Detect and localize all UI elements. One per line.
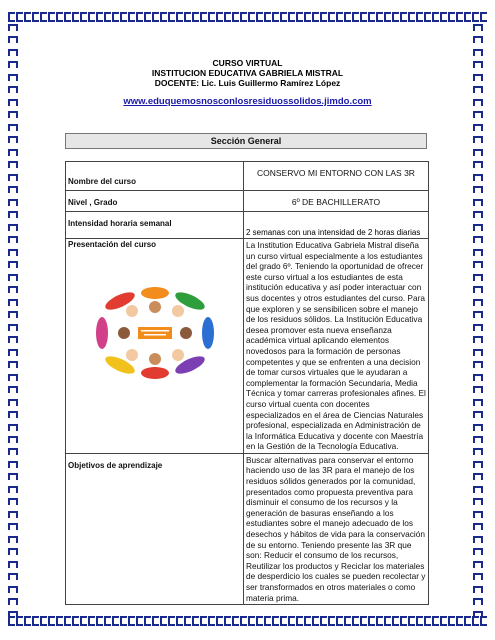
border-bracket	[312, 616, 319, 626]
border-bracket	[473, 136, 483, 143]
border-bracket	[8, 561, 18, 568]
border-bracket	[344, 12, 351, 22]
border-bracket	[200, 616, 207, 626]
border-bracket	[8, 511, 18, 518]
border-bracket	[8, 274, 18, 281]
presentation-label: Presentación del curso	[68, 240, 157, 249]
border-bracket	[96, 616, 103, 626]
page-border-top	[8, 12, 487, 26]
border-bracket	[344, 616, 351, 626]
border-bracket	[448, 12, 455, 22]
border-bracket	[8, 611, 18, 618]
border-bracket	[88, 616, 95, 626]
center-sign	[138, 327, 172, 339]
border-bracket	[8, 349, 18, 356]
border-bracket	[473, 286, 483, 293]
border-bracket	[473, 386, 483, 393]
border-bracket	[200, 12, 207, 22]
border-bracket	[473, 161, 483, 168]
border-bracket	[392, 616, 399, 626]
border-bracket	[352, 12, 359, 22]
border-bracket	[8, 286, 18, 293]
border-bracket	[24, 616, 31, 626]
border-bracket	[264, 12, 271, 22]
border-bracket	[473, 598, 483, 605]
border-bracket	[456, 12, 463, 22]
border-bracket	[8, 336, 18, 343]
border-bracket	[473, 236, 483, 243]
border-bracket	[473, 611, 483, 618]
border-bracket	[472, 12, 479, 22]
border-bracket	[8, 249, 18, 256]
border-bracket	[296, 616, 303, 626]
border-bracket	[256, 616, 263, 626]
table-row	[66, 162, 429, 191]
border-bracket	[192, 12, 199, 22]
border-bracket	[144, 12, 151, 22]
border-bracket	[208, 616, 215, 626]
border-bracket	[80, 616, 87, 626]
course-name-value: CONSERVO MI ENTORNO CON LAS 3R	[257, 168, 415, 178]
border-bracket	[8, 374, 18, 381]
objectives-label: Objetivos de aprendizaje	[68, 460, 163, 470]
level-label: Nivel , Grado	[68, 198, 118, 207]
header-line-institution: INSTITUCION EDUCATIVA GABRIELA MISTRAL	[151, 68, 344, 78]
border-bracket	[8, 324, 18, 331]
border-bracket	[473, 411, 483, 418]
border-bracket	[473, 399, 483, 406]
border-bracket	[8, 261, 18, 268]
border-bracket	[473, 573, 483, 580]
border-bracket	[40, 12, 47, 22]
border-bracket	[216, 616, 223, 626]
objectives-text-cell	[244, 453, 429, 604]
table-row	[66, 453, 429, 604]
border-bracket	[440, 616, 447, 626]
border-bracket	[424, 12, 431, 22]
border-bracket	[96, 12, 103, 22]
border-bracket	[224, 616, 231, 626]
border-bracket	[8, 24, 18, 31]
border-bracket	[120, 12, 127, 22]
border-bracket	[8, 186, 18, 193]
border-bracket	[336, 12, 343, 22]
border-bracket	[32, 12, 39, 22]
table-row	[66, 212, 429, 239]
border-bracket	[248, 12, 255, 22]
border-bracket	[104, 12, 111, 22]
border-bracket	[473, 49, 483, 56]
border-bracket	[473, 174, 483, 181]
border-bracket	[280, 12, 287, 22]
hours-value: 2 semanas con una intensidad de 2 horas diarias	[246, 228, 421, 237]
border-bracket	[376, 616, 383, 626]
border-bracket	[8, 111, 18, 118]
level-value: 6º DE BACHILLERATO	[291, 197, 381, 207]
border-bracket	[473, 36, 483, 43]
page-border-bottom	[8, 616, 487, 630]
hours-label: Intensidad horaria semanal	[68, 219, 172, 228]
border-bracket	[32, 616, 39, 626]
header-line-teacher: DOCENTE: Lic. Luis Guillermo Ramírez López	[154, 78, 341, 88]
border-bracket	[416, 12, 423, 22]
border-bracket	[352, 616, 359, 626]
border-bracket	[184, 616, 191, 626]
border-bracket	[8, 236, 18, 243]
border-bracket	[400, 616, 407, 626]
border-bracket	[8, 124, 18, 131]
border-bracket	[152, 616, 159, 626]
border-bracket	[400, 12, 407, 22]
presentation-text: La Institution Educativa Gabriela Mistral diseña un curso virtual especialmente a los estudiantes del grado 6º. Teniendo la oportunidad de ofrecer este curso virtual a los estudiantes de esta institución educativa y así poder interactuar con sus docentes y otros estudiantes del curso. Para que exploren y se sensibilicen sobre el manejo de los residuos sólidos. La Institución Educativa desea promover esta nueva enseñanza académica virtual aplicando elementos novedosos para la formación de personas competentes y que se enfrenten a una decision de tomar cursos virtuales que le ayudaran a complementar la formación Secundaria, Media Técnica y tomar carreras profesionales afines. El curso virtual cuenta con docentes especializados en el área de Ciencias Naturales profesional, especializada en Administración de la Informática Educativa y docente con Maestría en la Gestión de la Tecnología Educativa.	[246, 240, 426, 452]
border-bracket	[473, 299, 483, 306]
border-bracket	[176, 12, 183, 22]
border-bracket	[56, 616, 63, 626]
border-bracket	[136, 12, 143, 22]
border-bracket	[168, 616, 175, 626]
border-bracket	[473, 24, 483, 31]
border-bracket	[80, 12, 87, 22]
border-bracket	[473, 486, 483, 493]
border-bracket	[473, 336, 483, 343]
border-bracket	[8, 149, 18, 156]
border-bracket	[72, 616, 79, 626]
border-bracket	[456, 616, 463, 626]
border-bracket	[473, 498, 483, 505]
border-bracket	[473, 361, 483, 368]
border-bracket	[256, 12, 263, 22]
border-bracket	[8, 573, 18, 580]
border-bracket	[8, 386, 18, 393]
border-bracket	[473, 186, 483, 193]
document-header	[0, 58, 495, 88]
recycling-hands-image	[80, 283, 230, 383]
border-bracket	[320, 616, 327, 626]
border-bracket	[128, 12, 135, 22]
border-bracket	[144, 616, 151, 626]
border-bracket	[473, 111, 483, 118]
level-label-cell	[66, 191, 244, 212]
border-bracket	[360, 616, 367, 626]
border-bracket	[128, 616, 135, 626]
border-bracket	[136, 616, 143, 626]
border-bracket	[360, 12, 367, 22]
course-name-label-cell	[66, 162, 244, 191]
header-line-course: CURSO VIRTUAL	[212, 58, 283, 68]
hours-value-cell	[244, 212, 429, 239]
border-bracket	[8, 211, 18, 218]
page-border-left	[8, 24, 22, 618]
hours-label-cell	[66, 212, 244, 239]
border-bracket	[8, 424, 18, 431]
border-bracket	[8, 598, 18, 605]
border-bracket	[376, 12, 383, 22]
border-bracket	[8, 536, 18, 543]
border-bracket	[8, 436, 18, 443]
border-bracket	[48, 616, 55, 626]
border-bracket	[473, 261, 483, 268]
border-bracket	[8, 136, 18, 143]
border-bracket	[56, 12, 63, 22]
border-bracket	[473, 511, 483, 518]
border-bracket	[8, 411, 18, 418]
border-bracket	[248, 616, 255, 626]
border-bracket	[240, 616, 247, 626]
border-bracket	[368, 12, 375, 22]
border-bracket	[88, 12, 95, 22]
border-bracket	[24, 12, 31, 22]
border-bracket	[104, 616, 111, 626]
border-bracket	[264, 616, 271, 626]
border-bracket	[8, 586, 18, 593]
border-bracket	[320, 12, 327, 22]
border-bracket	[160, 12, 167, 22]
level-value-cell	[244, 191, 429, 212]
border-bracket	[473, 124, 483, 131]
border-bracket	[464, 616, 471, 626]
border-bracket	[473, 311, 483, 318]
border-bracket	[473, 586, 483, 593]
border-bracket	[8, 461, 18, 468]
course-info-table	[65, 161, 429, 605]
border-bracket	[424, 616, 431, 626]
border-bracket	[440, 12, 447, 22]
border-bracket	[473, 199, 483, 206]
border-bracket	[304, 616, 311, 626]
border-bracket	[8, 174, 18, 181]
border-bracket	[8, 523, 18, 530]
border-bracket	[40, 616, 47, 626]
objectives-text: Buscar alternativas para conservar el entorno haciendo uso de las 3R para el manejo de los residuos sólidos generados por la comunidad, presentados como propuesta preventiva para disminuir el consumo de los recursos y la generación de basuras enseñando a los estudiantes sobre el manejo adecuado de los desechos y hábitos de vida para la conservación de su entorno. Teniendo presente las 3R que son: Reducir el consumo de los recursos, Reutilizar los productos y Reciclar los materiales de desperdicio los cuales se pueden recolectar y ser transformados en otros materiales o como materia prima.	[246, 454, 426, 603]
border-bracket	[8, 311, 18, 318]
page-border-right	[473, 24, 487, 618]
border-bracket	[168, 12, 175, 22]
border-bracket	[8, 473, 18, 480]
border-bracket	[8, 299, 18, 306]
border-bracket	[272, 12, 279, 22]
border-bracket	[312, 12, 319, 22]
border-bracket	[8, 448, 18, 455]
border-bracket	[8, 361, 18, 368]
border-bracket	[448, 616, 455, 626]
border-bracket	[304, 12, 311, 22]
border-bracket	[473, 473, 483, 480]
table-row	[66, 191, 429, 212]
border-bracket	[473, 274, 483, 281]
border-bracket	[416, 616, 423, 626]
border-bracket	[392, 12, 399, 22]
presentation-label-cell	[66, 239, 244, 454]
border-bracket	[473, 548, 483, 555]
border-bracket	[120, 616, 127, 626]
border-bracket	[224, 12, 231, 22]
border-bracket	[8, 399, 18, 406]
border-bracket	[473, 461, 483, 468]
border-bracket	[176, 616, 183, 626]
border-bracket	[8, 161, 18, 168]
border-bracket	[328, 12, 335, 22]
border-bracket	[473, 224, 483, 231]
border-bracket	[48, 12, 55, 22]
border-bracket	[473, 249, 483, 256]
objectives-label-cell	[66, 453, 244, 604]
border-bracket	[384, 12, 391, 22]
border-bracket	[272, 616, 279, 626]
border-bracket	[8, 486, 18, 493]
border-bracket	[112, 616, 119, 626]
border-bracket	[16, 12, 23, 22]
border-bracket	[240, 12, 247, 22]
border-bracket	[160, 616, 167, 626]
border-bracket	[8, 36, 18, 43]
section-title: Sección General	[65, 133, 427, 149]
border-bracket	[296, 12, 303, 22]
border-bracket	[432, 616, 439, 626]
website-link[interactable]: www.eduquemosnosconlosresiduossolidos.jimdo.com	[123, 96, 372, 107]
border-bracket	[8, 498, 18, 505]
border-bracket	[408, 12, 415, 22]
border-bracket	[473, 374, 483, 381]
border-bracket	[288, 12, 295, 22]
border-bracket	[473, 349, 483, 356]
border-bracket	[473, 436, 483, 443]
border-bracket	[192, 616, 199, 626]
border-bracket	[112, 12, 119, 22]
border-bracket	[8, 224, 18, 231]
border-bracket	[216, 12, 223, 22]
border-bracket	[473, 211, 483, 218]
border-bracket	[473, 424, 483, 431]
border-bracket	[368, 616, 375, 626]
border-bracket	[384, 616, 391, 626]
course-name-label: Nombre del curso	[68, 177, 137, 186]
border-bracket	[8, 548, 18, 555]
table-row	[66, 239, 429, 454]
border-bracket	[473, 448, 483, 455]
course-name-value-cell	[244, 162, 429, 191]
border-bracket	[408, 616, 415, 626]
border-bracket	[473, 324, 483, 331]
border-bracket	[432, 12, 439, 22]
border-bracket	[208, 12, 215, 22]
border-bracket	[8, 12, 15, 22]
border-bracket	[64, 12, 71, 22]
border-bracket	[480, 12, 487, 22]
border-bracket	[64, 616, 71, 626]
border-bracket	[232, 12, 239, 22]
border-bracket	[152, 12, 159, 22]
border-bracket	[232, 616, 239, 626]
border-bracket	[280, 616, 287, 626]
border-bracket	[464, 12, 471, 22]
presentation-text-cell	[244, 239, 429, 454]
border-bracket	[328, 616, 335, 626]
border-bracket	[473, 536, 483, 543]
border-bracket	[473, 561, 483, 568]
border-bracket	[184, 12, 191, 22]
border-bracket	[8, 199, 18, 206]
border-bracket	[288, 616, 295, 626]
border-bracket	[473, 523, 483, 530]
border-bracket	[72, 12, 79, 22]
border-bracket	[8, 49, 18, 56]
border-bracket	[473, 149, 483, 156]
border-bracket	[336, 616, 343, 626]
